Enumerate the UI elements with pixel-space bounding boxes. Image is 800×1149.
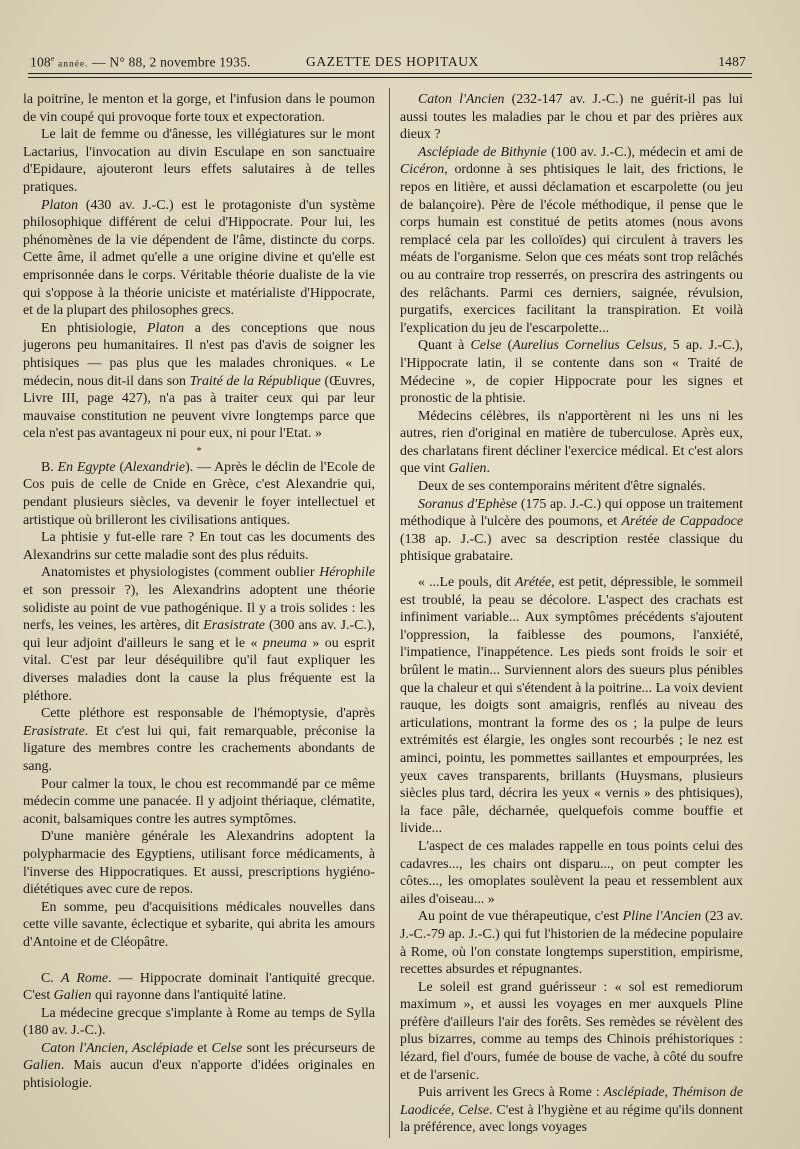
quotation: « ...Le pouls, dit Arétée, est petit, dépressible, le sommeil est troublé, la peau se décolore. L'aspect des crachats est infiniment variable... Aux symptômes précédents s'ajoutent l'oppression, la faiblesse des poumons, l'anxiété, l'impatience, l'inappétence. Les pieds sont froids le soir et brûlent le matin... Surviennent alors des sueurs plus pénibles que la chaleur et qui s'étendent à la poitrine... La voix devient rauque, les doigts sont amaigris, renflés au niveau des articulations, montrant la forme des os ; la pulpe de leurs extrémités est élargie, les ongles sont recourbés ; le nez est aminci, pointu, les pommettes saillantes et empourprées, les yeux caves transparents, brillants (Huysmans, plusieurs siècles plus tard, décrira les yeux « vernis » des phtisiques), la face pâle, décharnée, quelquefois comme bouffie et livide... bbox=[400, 575, 743, 837]
paragraph: la poitrine, le menton et la gorge, et l'infusion dans le poumon de vin coupé qui provoque forte toux et expectoration. bbox=[23, 92, 375, 125]
paragraph: Puis arrivent les Grecs à Rome : Asclépiade, Thémison de Laodicée, Celse. C'est à l'hygiène et au régime qu'ils donnent la préférence, avec longs voyages bbox=[400, 1085, 744, 1136]
column-divider bbox=[389, 88, 390, 1138]
paragraph: Pour calmer la toux, le chou est recommandé par ce même médecin comme une panacée. Il y adjoint thériaque, clématite, aconit, balsamiques contre les autres symptômes. bbox=[23, 776, 375, 827]
section-star: * bbox=[196, 445, 202, 457]
right-column bbox=[400, 91, 743, 1137]
paragraph: D'une manière générale les Alexandrins adoptent la polypharmacie des Egyptiens, utilisant force médicaments, à l'inverse des Hippocratiques. Et aussi, prescriptions hygiéno-diététiques avec cure de repos. bbox=[23, 829, 375, 898]
running-header bbox=[30, 52, 748, 72]
left-column bbox=[23, 91, 375, 1093]
section-heading-egypt: B. En Egypte (Alexandrie). — Après le déclin de l'Ecole de Cos puis de celle de Cnide en Grèce, c'est Alexandrie qui, pendant plusieurs siècles, va devenir le foyer intellectuel et artistique où brilleront les civilisations antiques. bbox=[23, 459, 375, 528]
paragraph: Platon (430 av. J.-C.) est le protagoniste d'un système philosophique différent de celui d'Hippocrate. Pour lui, les phénomènes de la vie dépendent de l'âme, distincte du corps. Cette âme, il admet qu'elle a une origine divine et qu'elle est emprisonnée dans le corps. Véritable théorie dualiste de la vie qui s'oppose à la théorie uniciste et matérialiste d'Hippocrate, et de la plupart des philosophes grecs. bbox=[23, 197, 375, 319]
header-rule-thin bbox=[28, 77, 752, 78]
paragraph: Médecins célèbres, ils n'apportèrent ni les uns ni les autres, rien d'original en matière de tuberculose. Après eux, des charlatans firent décliner l'exercice médical. Et c'est alors que vint Galien. bbox=[400, 408, 743, 477]
paragraph: Quant à Celse (Aurelius Cornelius Celsus, 5 ap. J.-C.), l'Hippocrate latin, il se contente dans son « Traité de Médecine », de copier Hippocrate pour les signes et pronostic de la phtisie. bbox=[400, 338, 744, 407]
paragraph: Anatomistes et physiologistes (comment oublier Hérophile et son pressoir ?), les Alexandrins adoptent une théorie solidiste au point de vue pathogénique. Il y a trois solides : les nerfs, les veines, les artères, dit Erasistrate (300 ans av. J.-C.), qui leur adjoint d'ailleurs le sang et le « pneuma » ou esprit vital. C'est par leur déséquilibre qu'il faut expliquer les diverses maladies dont la cause la plus fréquente est la pléthore. bbox=[23, 565, 375, 704]
paragraph: La phtisie y fut-elle rare ? En tout cas les documents des Alexandrins sur cette maladie sont des plus réduits. bbox=[23, 530, 375, 563]
paragraph: Asclépiade de Bithynie (100 av. J.-C.), médecin et ami de Cicéron, ordonne à ses phtisiques le lait, des frictions, le repos en litière, et aussi déclamation et escarpolette (ou jeu de balançoire). Père de l'école méthodique, il pense que le corps humain est constitué de petits atomes (nous avons remplacé cela par les colloïdes) qui circulent à travers les méats de l'organisme. Selon que ces méats sont trop relâchés ou au contraire trop resserrés, on prescrira des astringents ou des relâchants. Parmi ces derniers, saignée, révulsion, purgatifs, exercices facilitant la transpiration. Et voilà l'explication du jeu de l'escarpolette... bbox=[400, 144, 744, 336]
paragraph: Le soleil est grand guérisseur : « sol est remediorum maximum », et aussi les voyages en mer auxquels Pline préfère d'ailleurs l'air des forêts. Ses remèdes se révèlent des plus bizarres, comme au temps des Chinois préhistoriques : lézard, fiel d'ours, fumée de bouse de vache, à côté du soufre et de l'arsenic. bbox=[400, 979, 743, 1083]
paragraph: L'aspect de ces malades rappelle en tous points celui des cadavres..., les chairs ont disparu..., on peut compter les côtes..., les omoplates soulèvent la peau et ressemblent aux ailes d'oiseau... » bbox=[400, 838, 743, 907]
journal-title: GAZETTE DES HOPITAUX bbox=[306, 54, 479, 69]
paragraph: La médecine grecque s'implante à Rome au temps de Sylla (180 av. J.-C.). bbox=[23, 1005, 375, 1039]
paragraph: En phtisiologie, Platon a des conceptions que nous jugerons peu humanitaires. Il n'est pas d'avis de soigner les phtisiques — pas plus que les malades chroniques. « Le médecin, nous dit-il dans son Traité de la République (Œuvres, Livre III, page 427), n'a pas à traiter ceux qui par leur mauvaise constitution ne peuvent vivre longtemps parce que cela n'est pas avantageux ni pour eux, ni pour l'Etat. » bbox=[23, 320, 375, 442]
paragraph: Caton l'Ancien, Asclépiade et Celse sont les précurseurs de Galien. Mais aucun d'eux n'apporte d'idées originales en phtisiologie. bbox=[23, 1040, 375, 1092]
header-rule bbox=[28, 73, 752, 74]
issue-info: 108e année. — N° 88, 2 novembre 1935. bbox=[30, 54, 251, 70]
paragraph: Cette pléthore est responsable de l'hémoptysie, d'après Erasistrate. Et c'est lui qui, fait remarquable, préconise la ligature des membres contre les crachements abondants de sang. bbox=[23, 706, 375, 774]
paragraph: Soranus d'Ephèse (175 ap. J.-C.) qui oppose un traitement méthodique à l'ulcère des poumons, et Arétée de Cappadoce (138 ap. J.-C.) avec sa description restée classique du phtisique grabataire. bbox=[400, 496, 743, 565]
page-number: 1487 bbox=[718, 54, 746, 69]
paragraph: Caton l'Ancien (232-147 av. J.-C.) ne guérit-il pas lui aussi toutes les maladies par le chou et par des prières aux dieux ? bbox=[400, 92, 743, 143]
paragraph: Deux de ses contemporains méritent d'être signalés. bbox=[418, 479, 706, 495]
paragraph: En somme, peu d'acquisitions médicales nouvelles dans cette ville savante, éclectique et sybarite, qui abrita les amours d'Antoine et de Cléopâtre. bbox=[23, 899, 375, 950]
paragraph: Le lait de femme ou d'ânesse, les villégiatures sur le mont Lactarius, l'invocation au divin Esculape en son sanctuaire d'Epidaure, ajouteront leurs effets salutaires à de telles pratiques. bbox=[23, 127, 375, 195]
paragraph: Au point de vue thérapeutique, c'est Pline l'Ancien (23 av. J.-C.-79 ap. J.-C.) qui fut l'historien de la médecine populaire à Rome, où l'on constate longtemps superstition, empirisme, recettes absurdes et répugnantes. bbox=[400, 909, 743, 978]
section-heading-rome: C. A Rome. — Hippocrate dominait l'antiquité grecque. C'est Galien qui rayonne dans l'antiquité latine. bbox=[23, 970, 376, 1004]
